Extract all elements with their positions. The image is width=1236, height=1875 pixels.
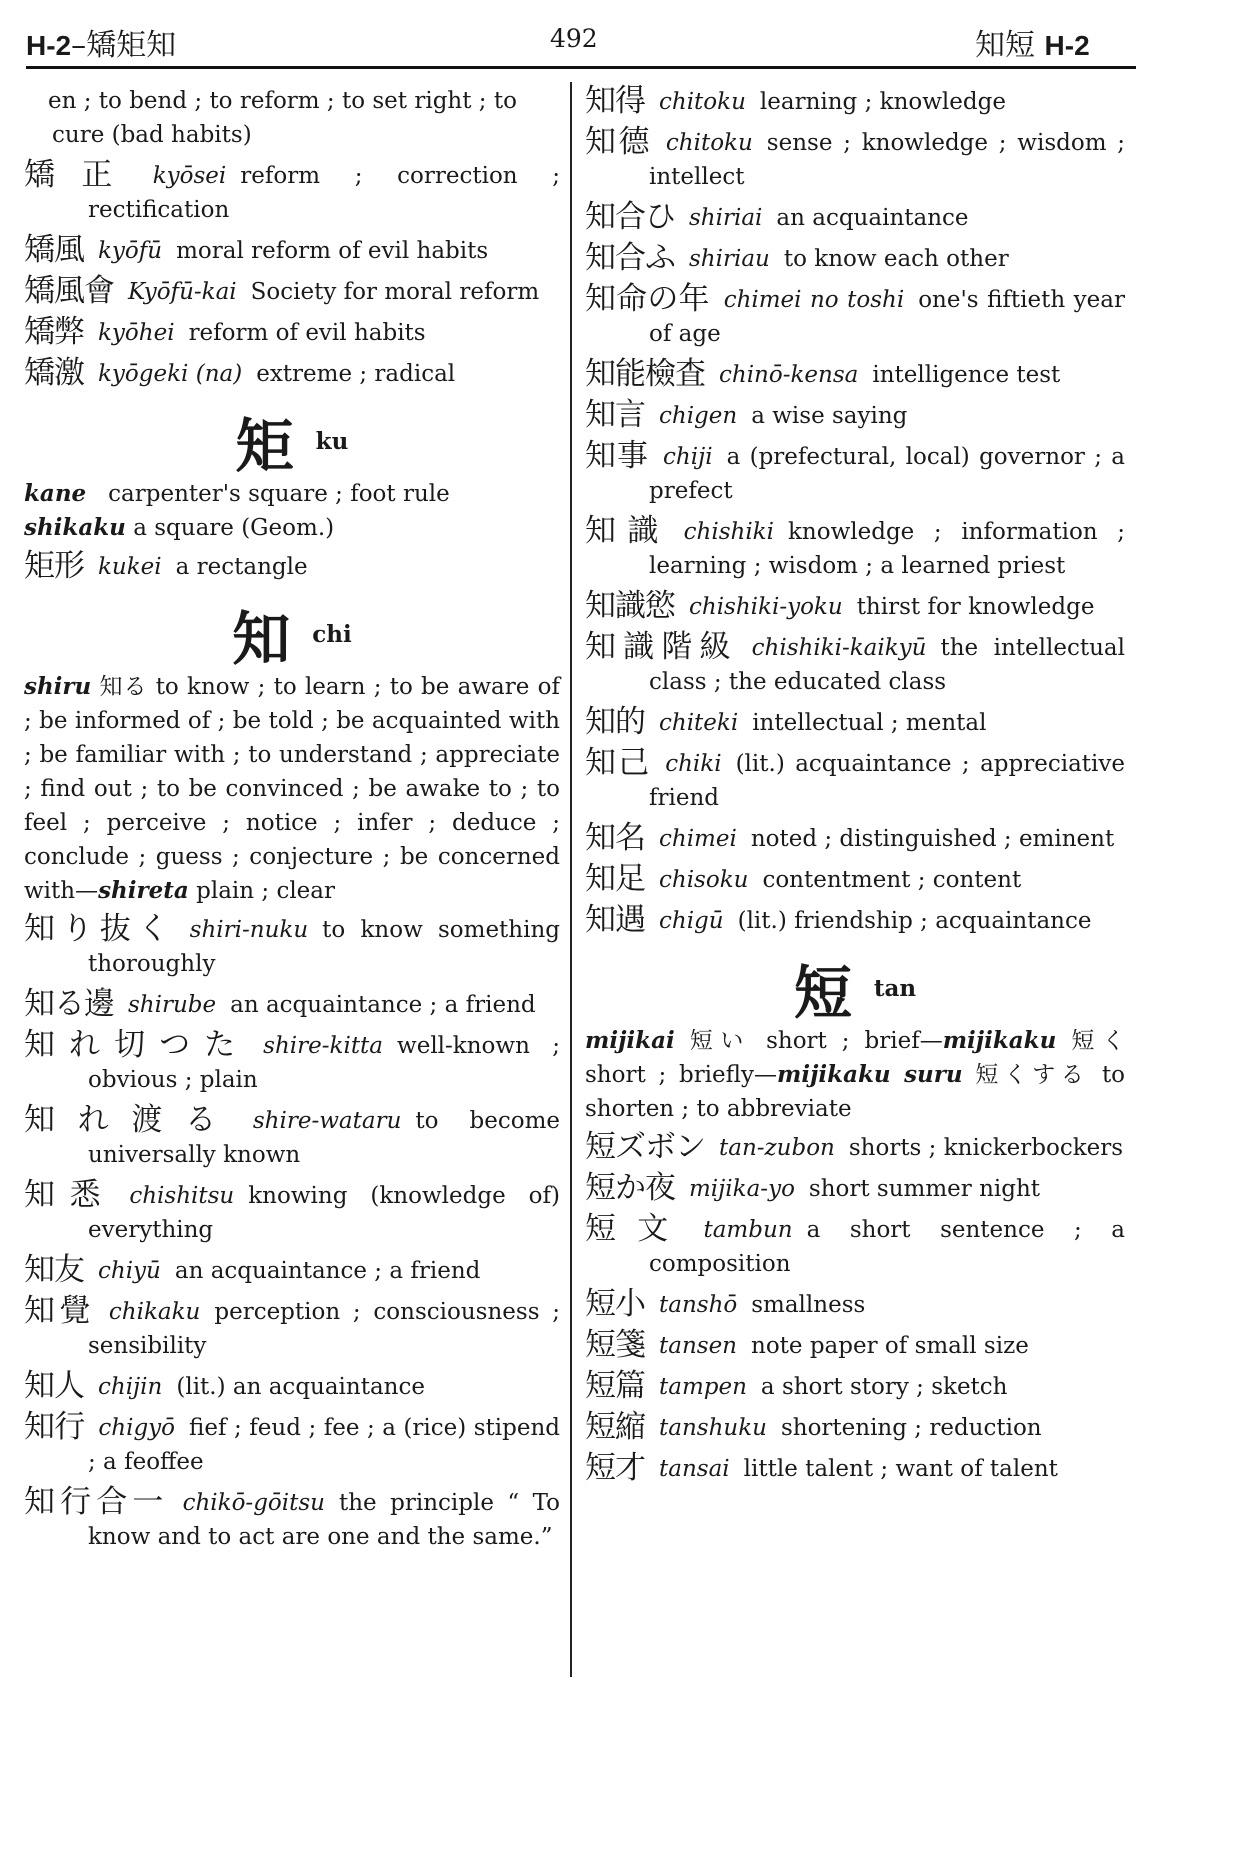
- entry-romaji: shire-kitta: [263, 1033, 384, 1059]
- entry-romaji: shiriau: [689, 246, 770, 272]
- kun-kana: 知る: [99, 674, 148, 700]
- dictionary-entry: [585, 1287, 1125, 1322]
- entry-headword: 矯風: [24, 232, 84, 268]
- entry-definition: thirst for knowledge: [856, 594, 1095, 620]
- entry-headword: 知足: [585, 861, 645, 897]
- entry-headword: 短才: [585, 1450, 645, 1486]
- entry-headword: 知的: [585, 704, 645, 740]
- kun-definition: to shorten ; to abbreviate: [585, 1062, 1126, 1122]
- entry-headword: 短小: [585, 1286, 645, 1322]
- entry-headword: 知れ渡る: [24, 1102, 239, 1138]
- entry-romaji: shiri-nuku: [189, 917, 309, 943]
- header-left: [26, 20, 176, 64]
- entry-romaji: chisoku: [659, 867, 749, 893]
- entry-headword: 短文: [585, 1211, 690, 1247]
- right-column: [585, 84, 1125, 1492]
- dictionary-entry: [585, 1410, 1125, 1445]
- kanji-section-heading: [24, 399, 560, 480]
- kun-word: mijikaku: [942, 1027, 1057, 1054]
- entry-headword: 知友: [24, 1252, 84, 1288]
- entry-headword: 矯風會: [24, 273, 114, 309]
- entry-romaji: chishiki-yoku: [689, 594, 843, 620]
- kun-readings: [585, 1024, 1125, 1126]
- left-column: [24, 84, 560, 1560]
- dictionary-entry: [24, 1369, 560, 1404]
- dictionary-entry: [585, 589, 1125, 624]
- entry-definition: to know something thoroughly: [88, 917, 561, 977]
- kun-definition: plain ; clear: [196, 878, 335, 904]
- dictionary-entry: [24, 1103, 560, 1172]
- entry-romaji: shire-wataru: [252, 1108, 402, 1134]
- entry-definition: note paper of small size: [751, 1333, 1029, 1359]
- entry-headword: 矩形: [24, 548, 84, 584]
- header-left-chars: 矯矩知: [86, 28, 177, 63]
- entry-romaji: kyōfū: [98, 238, 163, 264]
- entry-romaji: chikō-gōitsu: [182, 1490, 325, 1516]
- dictionary-entry: [585, 282, 1125, 351]
- entry-headword: 知れ切つた: [24, 1027, 250, 1063]
- dictionary-entry: [24, 1485, 560, 1554]
- header-right-chars: 知短: [975, 28, 1035, 63]
- entry-romaji: chinō-kensa: [719, 362, 859, 388]
- entry-romaji: kyōsei: [152, 163, 227, 189]
- entry-headword: 知名: [585, 820, 645, 856]
- entry-definition: moral reform of evil habits: [176, 238, 489, 264]
- entry-romaji: tansen: [659, 1333, 737, 1359]
- entry-headword: 知行: [24, 1409, 85, 1445]
- entry-headword: 知行合一: [24, 1484, 169, 1520]
- kanji-section-heading: [24, 592, 560, 673]
- entry-romaji: chishiki-kaikyū: [751, 635, 927, 661]
- entry-romaji: chimei: [659, 826, 737, 852]
- dictionary-entry: [585, 439, 1125, 508]
- entry-definition: (lit.) an acquaintance: [176, 1374, 425, 1400]
- entry-headword: 短箋: [585, 1327, 645, 1363]
- entry-definition: sense ; knowledge ; wisdom ; intellect: [649, 130, 1126, 190]
- entry-romaji: Kyōfū-kai: [128, 279, 237, 305]
- kun-definition: short ; brief—: [766, 1028, 943, 1054]
- dictionary-entry: [24, 158, 560, 227]
- entry-romaji: tanshuku: [659, 1415, 767, 1441]
- kun-word: shireta: [98, 877, 189, 904]
- entry-definition: short summer night: [808, 1176, 1041, 1202]
- entry-romaji: tanshō: [659, 1292, 738, 1318]
- entry-definition: a (prefectural, local) governor ; a prefect: [649, 444, 1126, 504]
- entry-headword: 短ズボン: [585, 1129, 705, 1165]
- dictionary-entry: [24, 315, 560, 350]
- entry-romaji: kukei: [98, 554, 162, 580]
- entry-group-chi: [24, 912, 560, 1554]
- entry-headword: 知己: [585, 745, 652, 781]
- entry-headword: 知合ひ: [585, 199, 675, 235]
- entry-romaji: chiji: [663, 444, 713, 470]
- dictionary-entry: [24, 233, 560, 268]
- dictionary-entry: [585, 200, 1125, 235]
- entry-definition: a short sentence ; a composition: [649, 1217, 1125, 1277]
- dictionary-entry: [585, 1212, 1125, 1281]
- kun-kana: 短く: [1071, 1028, 1126, 1054]
- entry-group-kyo: [24, 158, 560, 391]
- kun-readings: [24, 670, 560, 908]
- entry-definition: (lit.) friendship ; acquaintance: [737, 908, 1092, 934]
- dictionary-entry: [24, 1410, 560, 1479]
- entry-romaji: kyōgeki (na): [98, 361, 243, 387]
- kun-definition: to know ; to learn ; to be aware of ; be informed of ; be told ; be acquainted with ; be familiar with ; to understand ; appreciate ; find out ; to be convinced ; be awake to ; to feel ; perceive ; notice ; infer ; deduce ; conclude ; guess ; conjecture ; be concerned with—: [24, 674, 560, 904]
- entry-definition: an acquaintance ; a friend: [174, 1258, 481, 1284]
- entry-headword: 知識慾: [585, 588, 675, 624]
- entry-definition: Society for moral reform: [250, 279, 540, 305]
- dictionary-entry: [585, 84, 1125, 119]
- entry-romaji: chitoku: [665, 130, 753, 156]
- entry-definition: reform ; correction ; rectification: [88, 163, 561, 223]
- entry-definition: fief ; feud ; fee ; a (rice) stipend ; a feoffee: [88, 1415, 561, 1475]
- header-right-code: H-2: [1044, 30, 1090, 61]
- entry-definition: well-known ; obvious ; plain: [88, 1033, 560, 1093]
- entry-headword: 短篇: [585, 1368, 645, 1404]
- dictionary-entry: [24, 1178, 560, 1247]
- dictionary-entry: [24, 356, 560, 391]
- entry-definition: a wise saying: [751, 403, 908, 429]
- entry-definition: knowledge ; information ; learning ; wisdom ; a learned priest: [649, 519, 1126, 579]
- entry-group-chi-cont: [585, 84, 1125, 938]
- section-kanji: 短: [793, 959, 852, 1027]
- entry-definition: shortening ; reduction: [780, 1415, 1042, 1441]
- entry-headword: 知得: [585, 83, 645, 119]
- entry-group-tan: [585, 1130, 1125, 1486]
- entry-definition: a short story ; sketch: [760, 1374, 1008, 1400]
- entry-headword: 知事: [585, 438, 650, 474]
- dictionary-entry: [585, 398, 1125, 433]
- entry-headword: 短縮: [585, 1409, 645, 1445]
- dictionary-entry: [585, 903, 1125, 938]
- entry-romaji: tampen: [659, 1374, 747, 1400]
- entry-romaji: chishitsu: [129, 1183, 235, 1209]
- entry-romaji: mijika-yo: [689, 1176, 795, 1202]
- entry-definition: to know each other: [783, 246, 1009, 272]
- dictionary-entry: [24, 1028, 560, 1097]
- entry-romaji: shiriai: [689, 205, 763, 231]
- entry-romaji: chiyū: [98, 1258, 161, 1284]
- section-reading: tan: [873, 974, 917, 1002]
- entry-headword: 短か夜: [585, 1170, 675, 1206]
- kun-readings: [24, 477, 560, 545]
- kun-word: shiru: [24, 673, 92, 700]
- entry-definition: extreme ; radical: [256, 361, 456, 387]
- entry-headword: 矯正: [24, 157, 139, 193]
- entry-romaji: chiteki: [659, 710, 739, 736]
- entry-romaji: chitoku: [659, 89, 746, 115]
- entry-headword: 矯弊: [24, 314, 84, 350]
- entry-romaji: kyōhei: [98, 320, 175, 346]
- entry-headword: 知り抜く: [24, 911, 176, 947]
- dictionary-entry: [24, 912, 560, 981]
- page-number: 492: [550, 24, 598, 53]
- dictionary-entry: [24, 987, 560, 1022]
- entry-romaji: chigyō: [98, 1415, 176, 1441]
- entry-headword: 知德: [585, 124, 652, 160]
- entry-romaji: shirube: [128, 992, 217, 1018]
- header-left-sep: –: [71, 28, 87, 63]
- entry-headword: 知覺: [24, 1293, 95, 1329]
- kun-word: mijikaku suru: [777, 1061, 963, 1088]
- entry-definition: perception ; consciousness ; sensibility: [88, 1299, 561, 1359]
- entry-romaji: chimei no toshi: [723, 287, 905, 313]
- entry-headword: 知識: [585, 513, 670, 549]
- dictionary-entry: [585, 125, 1125, 194]
- column-divider: [570, 82, 572, 1677]
- dictionary-entry: [585, 630, 1125, 699]
- entry-headword: 知命の年: [585, 281, 710, 317]
- entry-definition: intellectual ; mental: [752, 710, 987, 736]
- dictionary-entry: [585, 1451, 1125, 1486]
- dictionary-entry: [24, 1253, 560, 1288]
- dictionary-entry: [585, 1130, 1125, 1165]
- entry-romaji: chigū: [659, 908, 724, 934]
- entry-romaji: tambun: [703, 1217, 793, 1243]
- kun-word: kane: [24, 480, 87, 507]
- header-left-code: H-2: [26, 30, 72, 61]
- header-rule: [26, 66, 1136, 69]
- entry-romaji: chishiki: [683, 519, 774, 545]
- entry-definition: learning ; knowledge: [759, 89, 1006, 115]
- entry-romaji: chijin: [98, 1374, 163, 1400]
- entry-headword: 知識階級: [585, 629, 738, 665]
- section-reading: ku: [315, 427, 349, 455]
- dictionary-entry: [585, 241, 1125, 276]
- entry-definition: intelligence test: [872, 362, 1061, 388]
- entry-romaji: chigen: [659, 403, 738, 429]
- page-header: [0, 0, 1236, 72]
- entry-headword: 知る邊: [24, 986, 114, 1022]
- entry-definition: little talent ; want of talent: [743, 1456, 1058, 1482]
- entry-headword: 知遇: [585, 902, 645, 938]
- header-right: [975, 20, 1090, 64]
- entry-definition: a rectangle: [175, 554, 308, 580]
- dictionary-entry: [585, 821, 1125, 856]
- entry-romaji: tan-zubon: [719, 1135, 835, 1161]
- entry-headword: 知言: [585, 397, 645, 433]
- entry-headword: 知人: [24, 1368, 84, 1404]
- kanji-section-heading: [585, 946, 1125, 1027]
- kun-definition: short ; briefly—: [585, 1062, 777, 1088]
- entry-definition: to become universally known: [88, 1108, 560, 1168]
- dictionary-entry: [24, 1294, 560, 1363]
- kun-kana: 短い: [689, 1028, 752, 1054]
- entry-romaji: chiki: [665, 751, 722, 777]
- entry-headword: 知悉: [24, 1177, 116, 1213]
- entry-definition: knowing (knowledge of) everything: [88, 1183, 560, 1243]
- entry-romaji: tansai: [659, 1456, 730, 1482]
- entry-definition: the principle “ To know and to act are one and the same.”: [88, 1490, 561, 1550]
- dictionary-entry: [585, 357, 1125, 392]
- entry-definition: one's fiftieth year of age: [649, 287, 1125, 347]
- kun-definition: carpenter's square ; foot rule: [108, 481, 450, 507]
- entry-definition: contentment ; content: [762, 867, 1022, 893]
- entry-definition: reform of evil habits: [188, 320, 426, 346]
- dictionary-entry: [585, 862, 1125, 897]
- dictionary-entry: [585, 705, 1125, 740]
- entry-romaji: chikaku: [108, 1299, 201, 1325]
- dictionary-entry: [585, 1328, 1125, 1363]
- continued-definition: en ; to bend ; to reform ; to set right ; to cure (bad habits): [48, 88, 517, 148]
- kun-word: shikaku: [24, 514, 126, 541]
- section-kanji: 矩: [235, 412, 294, 480]
- dictionary-entry: [585, 1171, 1125, 1206]
- dictionary-entry: [585, 746, 1125, 815]
- section-kanji: 知: [232, 605, 291, 673]
- kun-kana: 短くする: [975, 1062, 1090, 1088]
- entry-definition: smallness: [751, 1292, 866, 1318]
- entry-headword: 知合ふ: [585, 240, 675, 276]
- entry-definition: noted ; distinguished ; eminent: [750, 826, 1115, 852]
- entry-headword: 矯激: [24, 355, 84, 391]
- entry-definition: an acquaintance: [776, 205, 969, 231]
- kun-definition: a square (Geom.): [133, 515, 335, 541]
- entry-definition: shorts ; knickerbockers: [848, 1135, 1124, 1161]
- kun-word: mijikai: [585, 1027, 675, 1054]
- entry-definition: (lit.) acquaintance ; appreciative friend: [649, 751, 1125, 811]
- dictionary-entry: [24, 549, 560, 584]
- entry-definition: an acquaintance ; a friend: [230, 992, 536, 1018]
- dictionary-entry: [585, 514, 1125, 583]
- entry-headword: 知能檢査: [585, 356, 705, 392]
- section-reading: chi: [312, 620, 352, 648]
- dictionary-entry: [24, 274, 560, 309]
- dictionary-entry: [585, 1369, 1125, 1404]
- entry-definition: the intellectual class ; the educated class: [649, 635, 1125, 695]
